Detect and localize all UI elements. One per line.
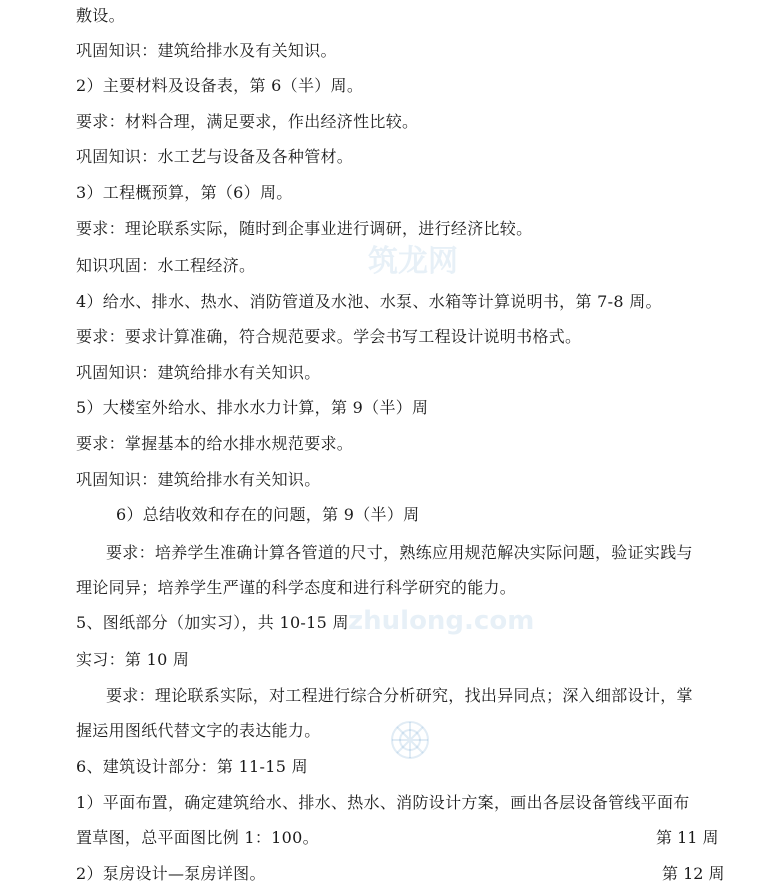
week-label: 第 12 周 [662,864,725,883]
text-line: 巩固知识：建筑给排水及有关知识。 [76,41,337,60]
text-line: 巩固知识：建筑给排水有关知识。 [76,470,321,489]
watermark-text-cn: 筑龙网 [368,244,458,279]
text-line: 要求：培养学生准确计算各管道的尺寸，熟练应用规范解决实际问题，验证实践与 [106,543,693,562]
section-item-heading: 5）大楼室外给水、排水水力计算，第 9（半）周 [76,398,429,417]
text-line: 置草图，总平面图比例 1：100。 [76,828,319,847]
text-line: 敷设。 [76,6,125,25]
text-line: 理论同异；培养学生严谨的科学态度和进行科学研究的能力。 [76,578,517,597]
text-line: 知识巩固：水工程经济。 [76,256,256,275]
text-line: 巩固知识：建筑给排水有关知识。 [76,363,321,382]
section-heading: 5、图纸部分（加实习），共 10-15 周 [76,613,349,632]
section-item-heading: 2）主要材料及设备表，第 6（半）周。 [76,76,364,95]
section-item-heading: 1）平面布置，确定建筑给水、排水、热水、消防设计方案，画出各层设备管线平面布 [76,793,690,812]
watermark-logo-icon [388,718,432,762]
week-label: 第 11 周 [656,828,719,847]
watermark-text-en: zhulong.com [348,606,535,636]
section-heading: 6、建筑设计部分：第 11-15 周 [76,757,308,776]
text-line: 要求：掌握基本的给水排水规范要求。 [76,434,354,453]
text-line: 巩固知识：水工艺与设备及各种管材。 [76,147,354,166]
text-line: 实习：第 10 周 [76,650,190,669]
section-item-heading: 2）泵房设计—泵房详图。 [76,864,266,883]
section-item-heading: 6）总结收效和存在的问题，第 9（半）周 [116,505,420,524]
text-line: 要求：材料合理，满足要求，作出经济性比较。 [76,112,419,131]
text-line: 要求：理论联系实际，对工程进行综合分析研究，找出异同点；深入细部设计，掌 [106,686,693,705]
text-line: 要求：要求计算准确，符合规范要求。学会书写工程设计说明书格式。 [76,327,582,346]
section-item-heading: 4）给水、排水、热水、消防管道及水池、水泵、水箱等计算说明书，第 7-8 周。 [76,292,662,311]
text-line: 要求：理论联系实际，随时到企事业进行调研，进行经济比较。 [76,219,533,238]
text-line: 握运用图纸代替文字的表达能力。 [76,721,321,740]
section-item-heading: 3）工程概预算，第（6）周。 [76,183,293,202]
